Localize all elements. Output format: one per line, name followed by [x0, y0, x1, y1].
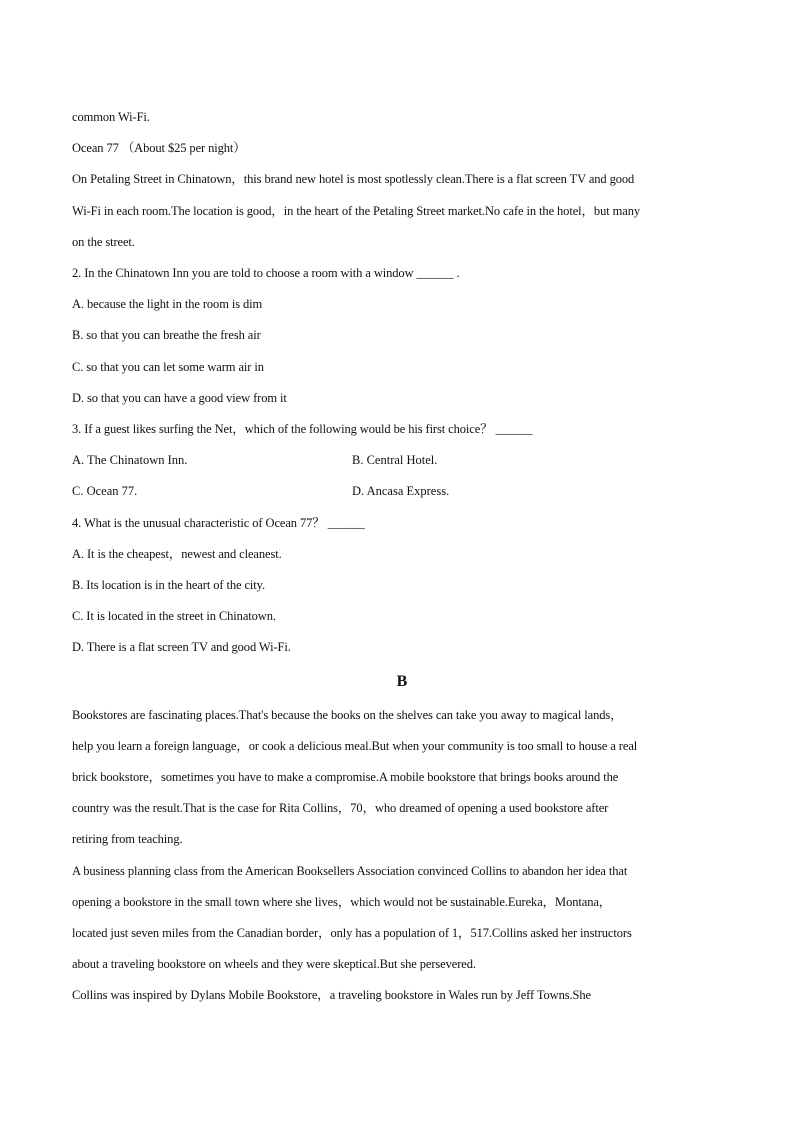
paragraph-line: help you learn a foreign language，or cook a delicious meal.But when your community is too small to house a real [72, 738, 638, 753]
option-a: A. It is the cheapest，newest and cleanest. [72, 546, 282, 561]
option-b: B. Central Hotel. [352, 453, 438, 468]
paragraph-line: A business planning class from the American Booksellers Association convinced Collins to abandon her idea that [72, 863, 628, 878]
option-c: C. It is located in the street in Chinatown. [72, 609, 276, 624]
question-3 [72, 414, 732, 508]
question-2 [72, 258, 732, 414]
option-d: D. Ancasa Express. [352, 484, 450, 499]
document-page [72, 102, 732, 1012]
passage-a-tail [72, 102, 732, 258]
hotel-heading-ocean-77: Ocean 77 （About $25 per night） [72, 141, 246, 156]
paragraph-line: brick bookstore，sometimes you have to make a compromise.A mobile bookstore that brings books around the [72, 770, 619, 785]
options-row [72, 445, 732, 476]
paragraph-line: retiring from teaching. [72, 832, 183, 847]
question-4 [72, 508, 732, 664]
paragraph-line: country was the result.That is the case for Rita Collins，70，who dreamed of opening a used bookstore after [72, 801, 609, 816]
paragraph-line: Bookstores are fascinating places.That's because the books on the shelves can take you away to magical lands， [72, 707, 623, 722]
option-c: C. Ocean 77. [72, 484, 138, 499]
section-b [72, 664, 732, 1012]
question-stem: 3. If a guest likes surfing the Net，which of the following would be his first choice？ ______ [72, 422, 533, 437]
paragraph-line: On Petaling Street in Chinatown，this brand new hotel is most spotlessly clean.There is a flat screen TV and good [72, 172, 635, 187]
question-stem: 4. What is the unusual characteristic of Ocean 77？ ______ [72, 515, 365, 530]
options-row [72, 476, 732, 507]
option-a: A. because the light in the room is dim [72, 297, 263, 312]
paragraph-line: on the street. [72, 234, 135, 249]
paragraph-line: about a traveling bookstore on wheels and they were skeptical.But she persevered. [72, 957, 476, 972]
paragraph-line: Wi-Fi in each room.The location is good，in the heart of the Petaling Street market.No cafe in the hotel，but many [72, 203, 641, 218]
paragraph-line: Collins was inspired by Dylans Mobile Bookstore，a traveling bookstore in Wales run by Jeff Towns.She [72, 988, 591, 1003]
question-stem: 2. In the Chinatown Inn you are told to choose a room with a window ______ . [72, 266, 460, 281]
option-d: D. There is a flat screen TV and good Wi-Fi. [72, 640, 291, 655]
section-title: B [396, 672, 408, 690]
paragraph-line: common Wi-Fi. [72, 110, 150, 124]
option-c: C. so that you can let some warm air in [72, 359, 264, 374]
paragraph-line: opening a bookstore in the small town where she lives，which would not be sustainable.Eureka，Montana， [72, 894, 612, 909]
paragraph-line: located just seven miles from the Canadian border，only has a population of 1，517.Collins asked her instructors [72, 926, 632, 941]
option-b: B. Its location is in the heart of the city. [72, 578, 266, 593]
option-b: B. so that you can breathe the fresh air [72, 328, 261, 343]
option-d: D. so that you can have a good view from it [72, 390, 287, 405]
option-a: A. The Chinatown Inn. [72, 453, 188, 468]
